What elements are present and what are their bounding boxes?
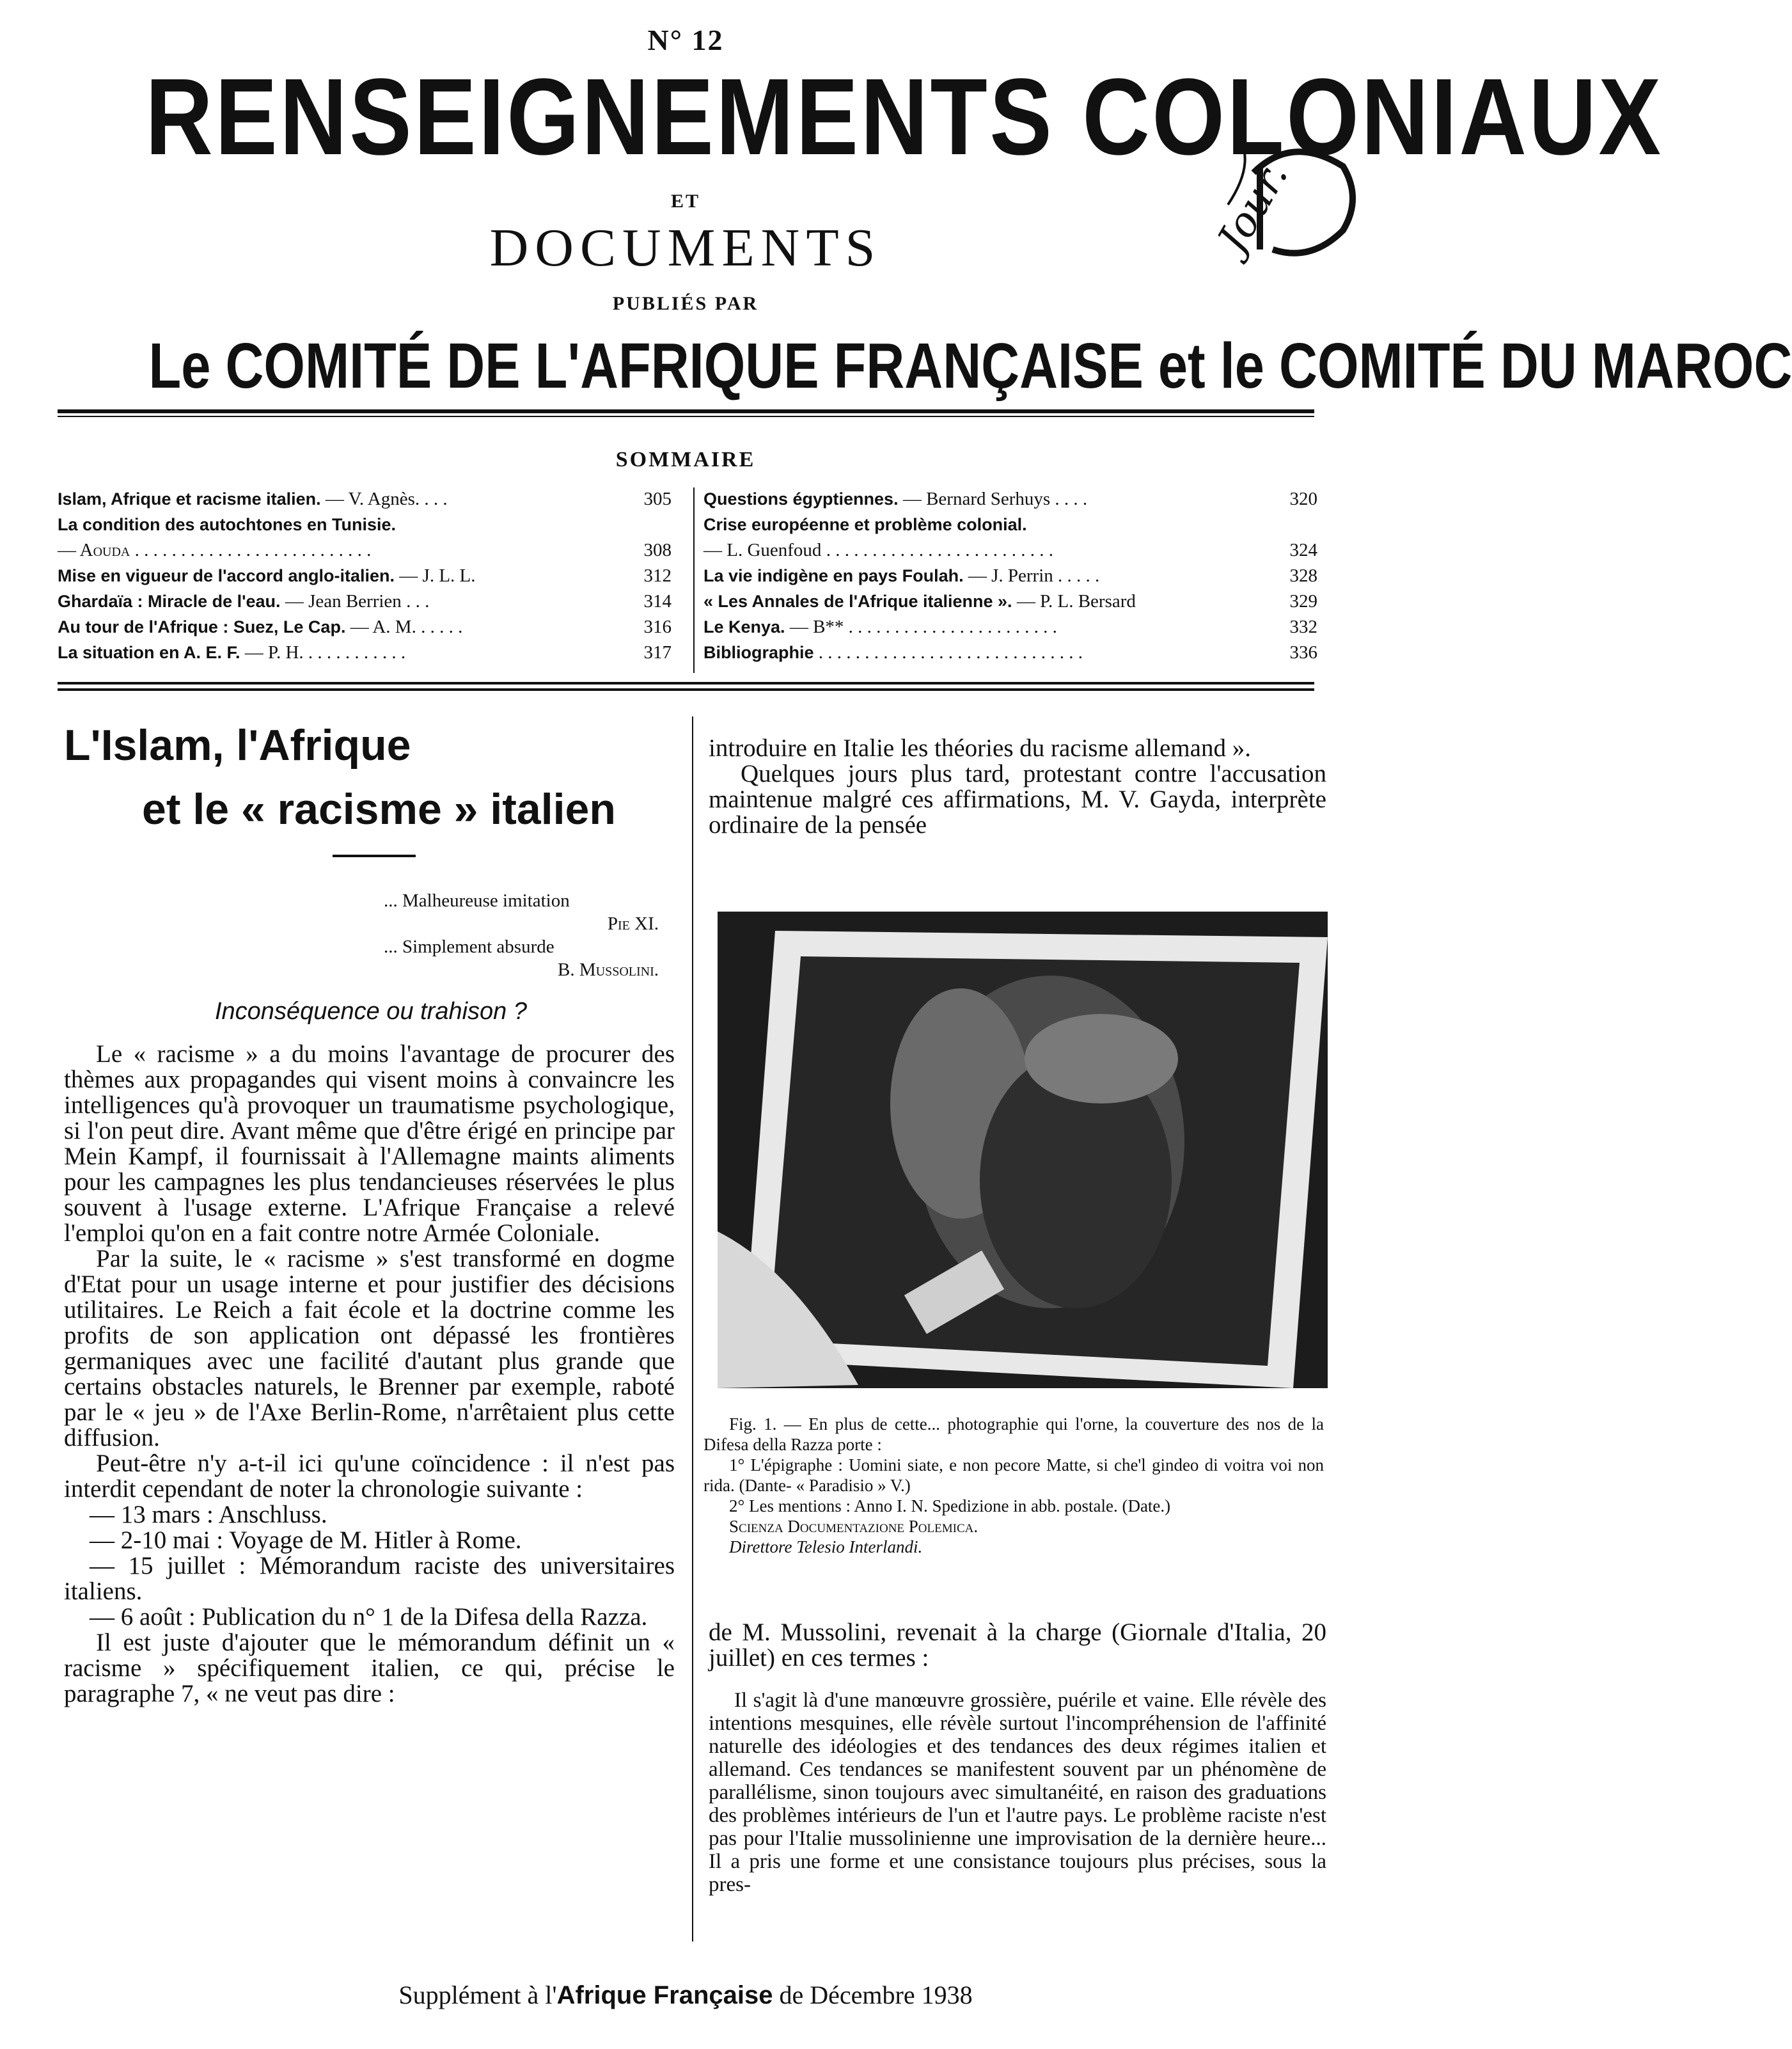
toc-title: Bibliographie <box>703 643 814 662</box>
toc-page: 314 <box>643 591 672 612</box>
toc-author: — P. L. Bersard <box>1016 591 1136 612</box>
toc-title: Ghardaïa : Miracle de l'eau. <box>58 592 281 611</box>
quote-paragraph: Il s'agit là d'une manœuvre grossière, puérile et vaine. Elle révèle des intentions mesquines, elle révèle surtout l'incompréhension de l'affinité naturelle des idéologies et des tendances des deux régimes italien et allemand. Ces tendances se manifestent souvent par un phénomène de parallélisme, sinon toujours avec simultanéité, en raison des graduations des problèmes intérieurs de l'un et l'autre pays. Le problème raciste n'est pas pour l'Italie mussolinienne une improvisation de la dernière heure... Il a pris une forme et une consistance toujours plus précises, sous la pres- <box>709 1689 1326 1896</box>
toc-left <box>58 486 672 665</box>
toc-title: « Les Annales de l'Afrique italienne ». <box>703 592 1012 611</box>
toc-item[interactable]: Le Kenya. — B** . . . . . . . . . . . . . . . . . . . . . . . 332 <box>703 614 1317 640</box>
toc-page: 324 <box>1289 540 1317 560</box>
caption-line: Scienza Documentazione Polemica. <box>729 1517 979 1536</box>
toc-right <box>703 486 1317 665</box>
photo-caption <box>703 1414 1324 1557</box>
epigraph-quote: ... Malheureuse imitation <box>384 890 570 911</box>
toc-item[interactable]: Questions égyptiennes. — Bernard Serhuys . . . . 320 <box>703 486 1317 512</box>
right-column-bottom <box>709 1620 1326 1671</box>
toc-item[interactable]: La condition des autochtones en Tunisie. — Aouda . . . . . . . . . . . . . . . . . . . . . . . . . . 308 <box>58 512 672 563</box>
footer-suffix: de Décembre 1938 <box>773 1981 973 2009</box>
issue-number: N° 12 <box>647 24 724 56</box>
toc-title: Au tour de l'Afrique : Suez, Le Cap. <box>58 617 346 637</box>
toc-title: La situation en A. E. F. <box>58 643 240 662</box>
masthead-title: RENSEIGNEMENTS COLONIAUX <box>145 56 1663 178</box>
toc-author: — J. L. L. <box>399 566 476 586</box>
toc-author: — Aouda <box>58 540 130 560</box>
title-rule <box>333 855 416 857</box>
chronology-item: — 15 juillet : Mémorandum raciste des universitaires italiens. <box>64 1552 675 1605</box>
toc-item[interactable]: Crise européenne et problème colonial. — L. Guenfoud . . . . . . . . . . . . . . . . . . . . . . . . . 324 <box>703 512 1317 563</box>
column-divider <box>692 716 693 1942</box>
toc-title: La vie indigène en pays Foulah. <box>703 566 964 585</box>
footer-prefix: Supplément à l' <box>398 1981 557 2009</box>
chronology-item: — 6 août : Publication du n° 1 de la Difesa della Razza. <box>90 1603 648 1631</box>
toc-page: 316 <box>643 617 672 637</box>
toc-item[interactable] <box>703 589 1317 614</box>
toc-item[interactable]: Bibliographie . . . . . . . . . . . . . . . . . . . . . . . . . . . . . 336 <box>703 640 1317 665</box>
toc-title: Questions égyptiennes. <box>703 489 899 509</box>
masthead-publisher: Le COMITÉ DE L'AFRIQUE FRANÇAISE et le COMITÉ DU MAROC <box>148 330 1792 402</box>
header-rule-thin <box>58 416 1314 417</box>
epigraph-quote: ... Simplement absurde <box>384 937 554 957</box>
toc-title: Le Kenya. <box>703 617 785 637</box>
toc-page: 328 <box>1289 566 1317 586</box>
toc-author: — V. Agnès. <box>325 489 420 509</box>
toc-author: — Jean Berrien <box>285 591 402 612</box>
toc-author: — Bernard Serhuys <box>902 489 1051 509</box>
sommaire-heading: SOMMAIRE <box>615 448 756 471</box>
article-title-line1: L'Islam, l'Afrique <box>64 721 411 770</box>
paragraph: de M. Mussolini, revenait à la charge (Giornale d'Italia, 20 juillet) en ces termes : <box>709 1618 1326 1672</box>
toc-page: 312 <box>643 566 672 586</box>
sommaire-rule <box>58 682 1314 684</box>
toc-page: 336 <box>1289 642 1317 663</box>
toc-author: — A. M. <box>350 617 416 637</box>
paragraph: Le « racisme » a du moins l'avantage de procurer des thèmes aux propagandes qui visent moins à convaincre les intelligences qu'à provoquer un traumatisme psychologique, si l'on peut dire. Avant même que d'être érigé en principe par Mein Kampf, il fournissait à l'Allemagne maints aliments pour les campagnes les plus tendancieuses réservées le plus souvent à l'usage externe. L'Afrique Française a relevé l'emploi qu'on en a fait contre notre Armée Coloniale. <box>64 1040 675 1247</box>
caption-line: 2° Les mentions : Anno I. N. Spedizione in abb. postale. (Date.) <box>729 1496 1171 1515</box>
toc-page: 305 <box>643 489 672 509</box>
article-subheading: Inconséquence ou trahison ? <box>214 998 528 1025</box>
toc-author: — B** <box>789 617 844 637</box>
masthead-subtitle: DOCUMENTS <box>489 218 882 278</box>
toc-page: 308 <box>643 540 672 560</box>
chronology-item: — 13 mars : Anschluss. <box>90 1501 327 1528</box>
toc-page: 320 <box>1289 489 1317 509</box>
epigraph <box>384 889 659 981</box>
toc-page: 329 <box>1289 591 1317 612</box>
toc-divider <box>693 487 695 673</box>
article-title-line2: et le « racisme » italien <box>142 785 616 834</box>
toc-item[interactable] <box>58 563 672 589</box>
toc-item[interactable]: Au tour de l'Afrique : Suez, Le Cap. — A. M. . . . . . 316 <box>58 614 672 640</box>
masthead-et: ET <box>670 191 701 212</box>
sommaire-rule-2 <box>58 688 1314 691</box>
footer-journal: Afrique Française <box>556 1981 773 2009</box>
page-footer <box>0 1980 1371 2010</box>
toc-author: — L. Guenfoud <box>703 540 822 560</box>
handwritten-note: Jour. <box>1209 154 1298 260</box>
toc-title: La condition des autochtones en Tunisie. <box>58 515 397 534</box>
epigraph-author: Pie XI. <box>607 914 659 934</box>
toc-item[interactable]: Islam, Afrique et racisme italien. — V. Agnès. . . . 305 <box>58 486 672 512</box>
toc-page: 332 <box>1289 617 1317 637</box>
paragraph: Peut-être n'y a-t-il ici qu'une coïncidence : il n'est pas interdit cependant de noter la chronologie suivante : <box>64 1450 675 1503</box>
left-column <box>64 1041 675 1707</box>
toc-item[interactable]: La situation en A. E. F. — P. H. . . . . . . . . . . . 317 <box>58 640 672 665</box>
epigraph-author: B. Mussolini. <box>558 960 659 980</box>
toc-title: Islam, Afrique et racisme italien. <box>58 489 321 509</box>
toc-author: — J. Perrin <box>968 566 1053 586</box>
paragraph: Il est juste d'ajouter que le mémorandum définit un « racisme » spécifiquement italien, ce qui, précise le paragraphe 7, « ne veut pas dire : <box>64 1629 675 1707</box>
toc-title: Crise européenne et problème colonial. <box>703 515 1027 534</box>
paragraph: Quelques jours plus tard, protestant contre l'accusation maintenue malgré ces affirmations, M. V. Gayda, interprète ordinaire de la pensée <box>709 760 1326 839</box>
toc-item[interactable]: La vie indigène en pays Foulah. — J. Perrin . . . . . 328 <box>703 563 1317 589</box>
toc-item[interactable]: Ghardaïa : Miracle de l'eau. — Jean Berrien . . . 314 <box>58 589 672 614</box>
right-column-top <box>709 736 1326 838</box>
caption-line: Fig. 1. — En plus de cette... photographie qui l'orne, la couverture des nos de la Difesa della Razza porte : <box>703 1414 1324 1454</box>
caption-line: 1° L'épigraphe : Uomini siate, e non pecore Matte, si che'l gindeo di voitra voi non rida. (Dante- « Paradisio » V.) <box>703 1455 1324 1495</box>
masthead-publies: PUBLIÉS PAR <box>612 293 759 314</box>
chronology-item: — 2-10 mai : Voyage de M. Hitler à Rome. <box>90 1526 522 1554</box>
toc-title: Mise en vigueur de l'accord anglo-italien. <box>58 566 395 585</box>
caption-line: Direttore Telesio Interlandi. <box>729 1537 923 1556</box>
quoted-passage <box>709 1689 1326 1896</box>
toc-author: — P. H. <box>244 642 304 663</box>
paragraph: introduire en Italie les théories du racisme allemand ». <box>709 734 1251 762</box>
header-rule <box>58 409 1314 413</box>
cover-photograph <box>718 912 1328 1388</box>
toc-page: 317 <box>643 642 672 663</box>
paragraph: Par la suite, le « racisme » s'est transformé en dogme d'Etat pour un usage interne et pour justifier des décisions utilitaires. Le Reich a fait école et la doctrine comme les profits de son application ont dépassé les frontières germaniques avec une facilité d'autant plus grande que certains obstacles naturels, le Brenner par exemple, raboté par le « jeu » de l'Axe Berlin-Rome, n'arrêtaient plus cette diffusion. <box>64 1245 675 1452</box>
